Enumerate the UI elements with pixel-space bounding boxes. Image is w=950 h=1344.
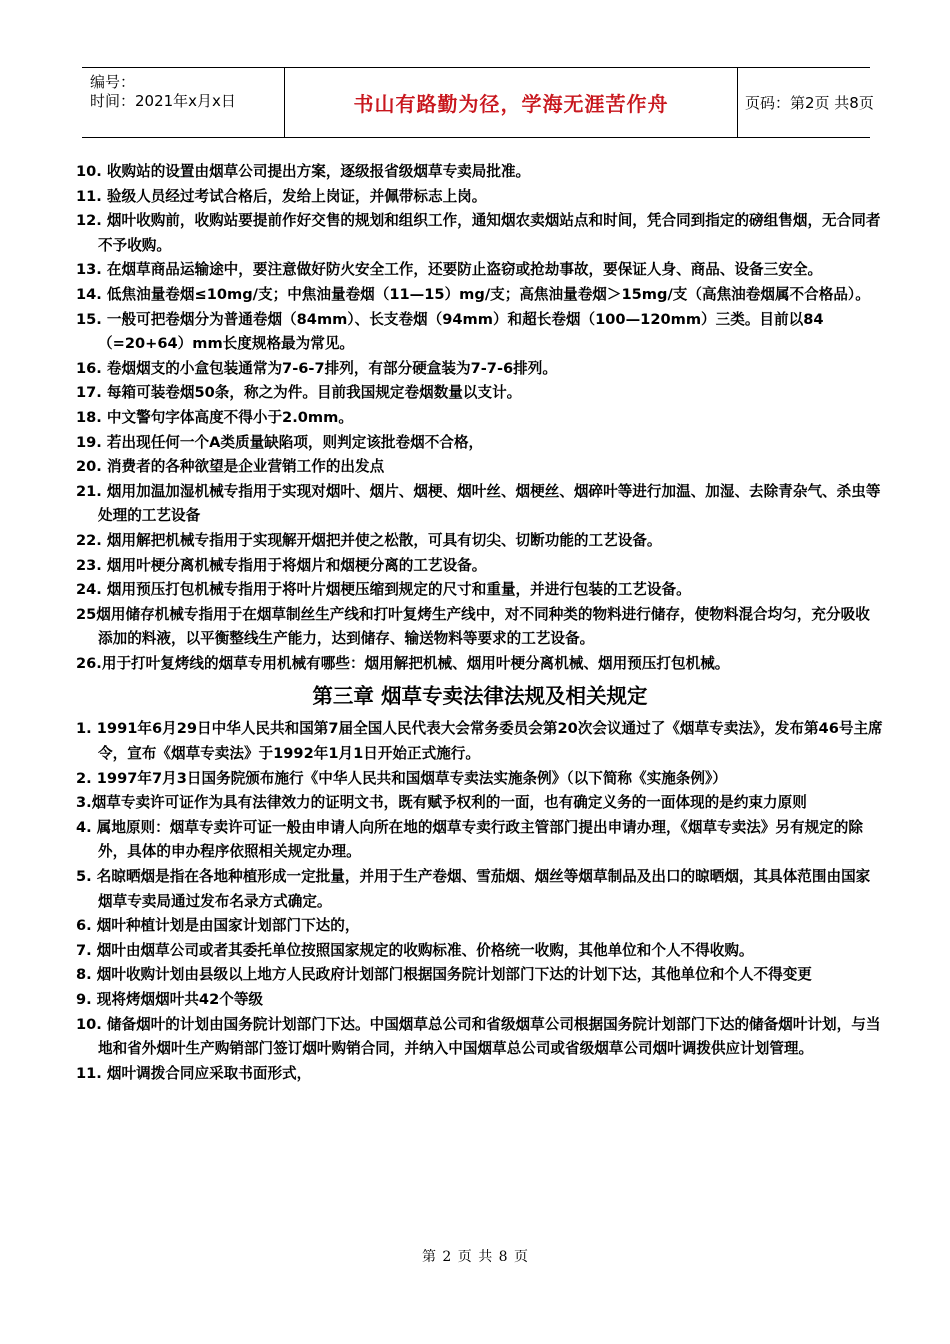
- list-item: 6. 烟叶种植计划是由国家计划部门下达的，: [76, 917, 360, 935]
- list-item: 11. 烟叶调拨合同应采取书面形式，: [76, 1064, 312, 1082]
- list-item: 23. 烟用叶梗分离机械专指用于将烟片和烟梗分离的工艺设备。: [76, 556, 487, 574]
- list-item: 17. 每箱可装卷烟50条，称之为件。目前我国规定卷烟数量以支计。: [76, 384, 522, 402]
- list-item: 3.烟草专卖许可证作为具有法律效力的证明文书，既有赋予权利的一面，也有确定义务的一面体现的是约束力原则: [76, 794, 807, 812]
- items-after-list: [76, 717, 884, 1086]
- list-item: 13. 在烟草商品运输途中，要注意做好防火安全工作，还要防止盗窃或抢劫事故，要保证人身、商品、设备三安全。: [76, 261, 823, 279]
- list-item: 9. 现将烤烟烟叶共42个等级: [76, 991, 264, 1008]
- list-item: 21. 烟用加温加湿机械专指用于实现对烟叶、烟片、烟梗、烟叶丝、烟梗丝、烟碎叶等进行加温、加湿、去除青杂气、杀虫等处理的工艺设备: [76, 482, 881, 525]
- document-number-label: 编号：: [90, 73, 136, 91]
- list-item: 12. 烟叶收购前，收购站要提前作好交售的规划和组织工作，通知烟农卖烟站点和时间，凭合同到指定的磅组售烟，无合同者不予收购。: [76, 212, 881, 254]
- page-footer: 第 2 页 共 8 页: [421, 1249, 529, 1265]
- list-item: 15. 一般可把卷烟分为普通卷烟（84mm）、长支卷烟（94mm）和超长卷烟（100—120mm）三类。目前以84（=20+64）mm长度规格最为常见。: [76, 310, 824, 353]
- list-item: 20. 消费者的各种欲望是企业营销工作的出发点: [76, 458, 385, 476]
- header-page-cell: [737, 68, 874, 137]
- list-item: 22. 烟用解把机械专指用于实现解开烟把并使之松散，可具有切尖、切断功能的工艺设备。: [76, 531, 662, 549]
- page-header: [82, 67, 874, 138]
- items-before-list: [76, 160, 884, 676]
- list-item: 4. 属地原则：烟草专卖许可证一般由申请人向所在地的烟草专卖行政主管部门提出申请办理，《烟草专卖法》另有规定的除外，具体的申办程序依照相关规定办理。: [76, 818, 863, 861]
- list-item: 2. 1997年7月3日国务院颁布施行《中华人民共和国烟草专卖法实施条例》（以下简称《实施条例》）: [76, 769, 727, 787]
- chapter-title: 第三章 烟草专卖法律法规及相关规定: [312, 684, 648, 709]
- list-item: 8. 烟叶收购计划由县级以上地方人民政府计划部门根据国务院计划部门下达的计划下达，其他单位和个人不得变更: [76, 966, 812, 984]
- list-item: 7. 烟叶由烟草公司或者其委托单位按照国家规定的收购标准、价格统一收购，其他单位和个人不得收购。: [76, 941, 754, 959]
- list-item: 10. 储备烟叶的计划由国务院计划部门下达。中国烟草总公司和省级烟草公司根据国务院计划部门下达的储备烟叶计划，与当地和省外烟叶生产购销部门签订烟叶购销合同，并纳入中国烟草总公司或省级烟草公司烟叶调拨供应计划管理。: [76, 1015, 881, 1058]
- list-item: 16. 卷烟烟支的小盒包装通常为7-6-7排列，有部分硬盒装为7-7-6排列。: [76, 359, 557, 377]
- list-item: 14. 低焦油量卷烟≤10mg/支；中焦油量卷烟（11—15）mg/支；高焦油量卷烟＞15mg/支（高焦油卷烟属不合格品）。: [76, 285, 870, 303]
- list-item: 11. 验级人员经过考试合格后，发给上岗证，并佩带标志上岗。: [76, 187, 487, 205]
- list-item: 18. 中文警句字体高度不得小于2.0mm。: [76, 408, 353, 426]
- list-item: 10. 收购站的设置由烟草公司提出方案，逐级报省级烟草专卖局批准。: [76, 163, 531, 180]
- document-body: [76, 160, 884, 1086]
- list-item: 26.用于打叶复烤线的烟草专用机械有哪些：烟用解把机械、烟用叶梗分离机械、烟用预压打包机械。: [76, 654, 730, 672]
- document-date: 时间：2021年x月x日: [90, 92, 236, 110]
- list-item: 19. 若出现任何一个A类质量缺陷项，则判定该批卷烟不合格，: [76, 433, 484, 451]
- list-item: 24. 烟用预压打包机械专指用于将叶片烟梗压缩到规定的尺寸和重量，并进行包装的工艺设备。: [76, 581, 691, 599]
- list-item: 1. 1991年6月29日中华人民共和国第7届全国人民代表大会常务委员会第20次会议通过了《烟草专卖法》，发布第46号主席令，宣布《烟草专卖法》于1992年1月1日开始正式施行。: [76, 720, 883, 763]
- list-item: 25烟用储存机械专指用于在烟草制丝生产线和打叶复烤生产线中，对不同种类的物料进行储存，使物料混合均匀，充分吸收添加的料液，以平衡整线生产能力，达到储存、输送物料等要求的工艺设备。: [76, 605, 870, 648]
- header-meta: [82, 68, 284, 137]
- list-item: 5. 名晾晒烟是指在各地种植形成一定批量，并用于生产卷烟、雪茄烟、烟丝等烟草制品及出口的晾晒烟，其具体范围由国家烟草专卖局通过发布名录方式确定。: [76, 868, 871, 910]
- header-page-info: 页码：第2页 共8页: [745, 94, 874, 112]
- header-motto-cell: [284, 68, 738, 137]
- header-motto: 书山有路勤为径，学海无涯苦作舟: [353, 92, 669, 116]
